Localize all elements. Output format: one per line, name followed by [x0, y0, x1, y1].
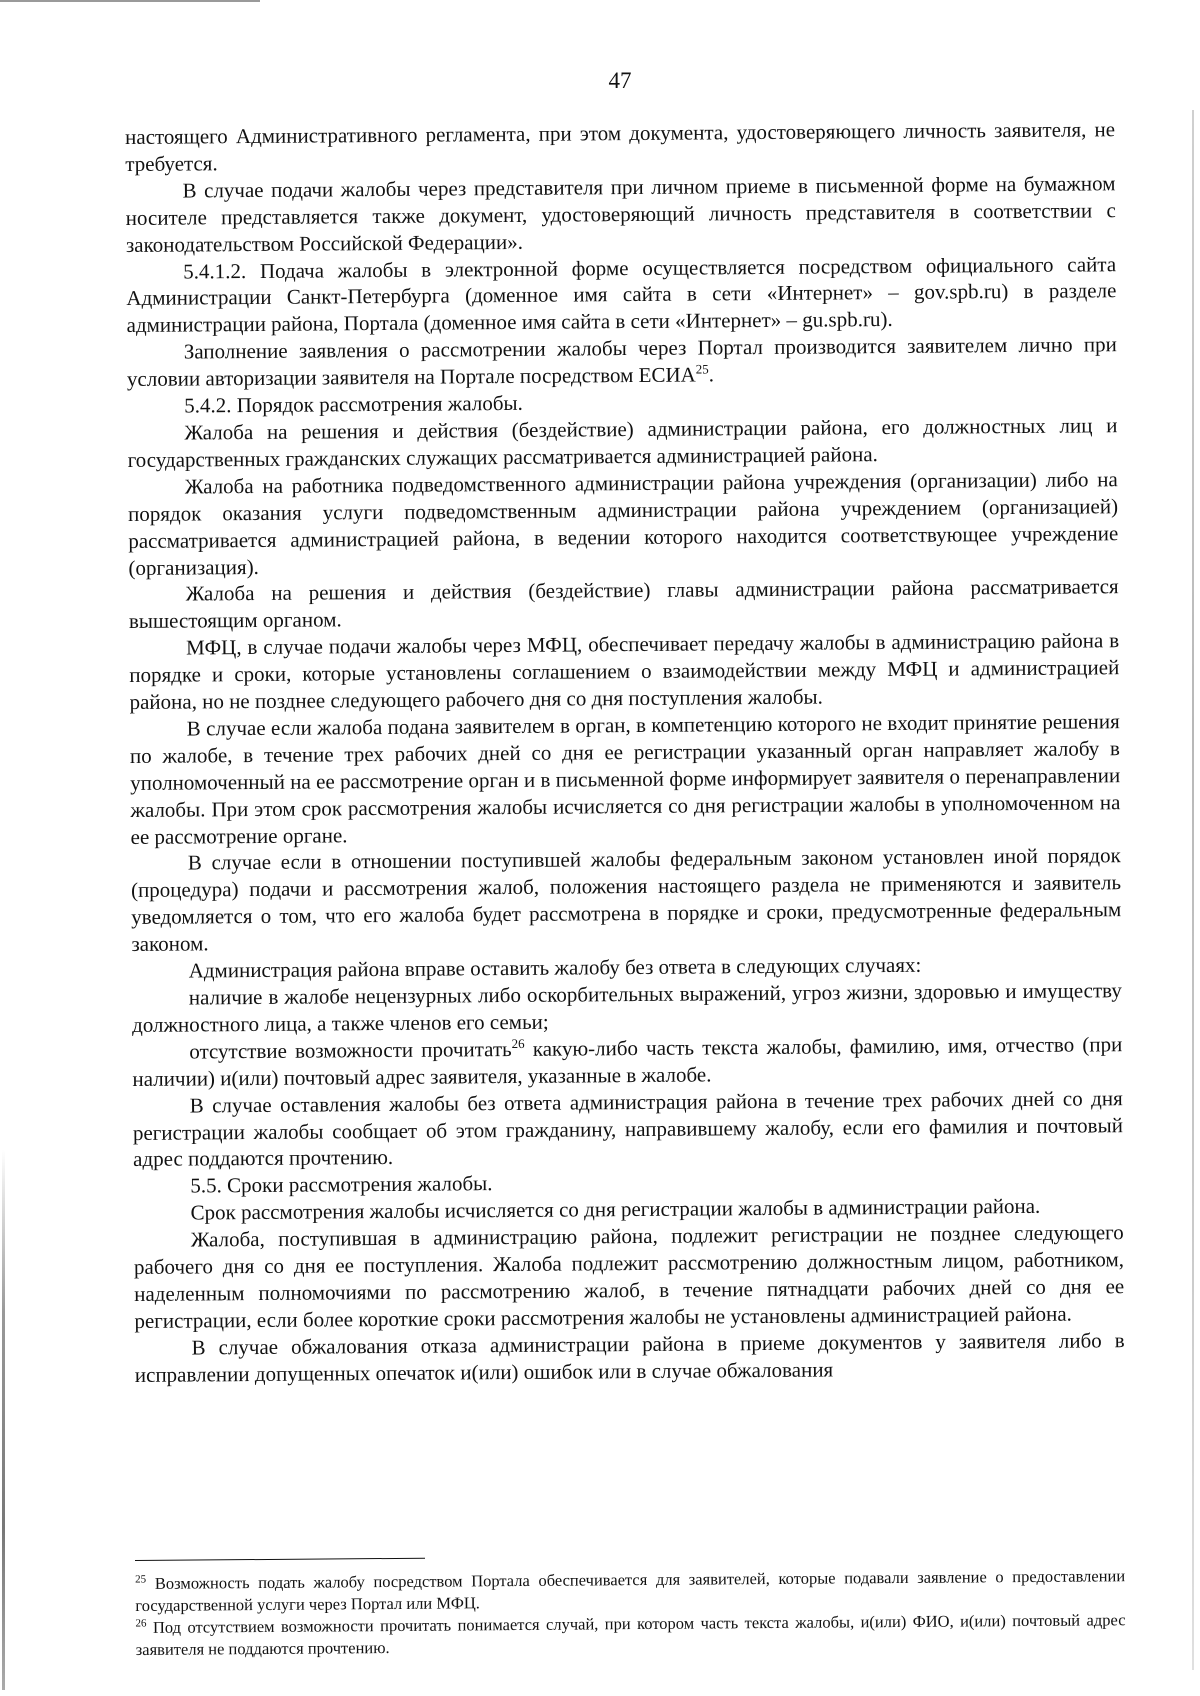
footnote-26-text: Под отсутствием возможности прочитать понимается случай, при котором часть текста жалобы, и(или) ФИО, и(или) почтовый адрес заявителя не поддаются прочтению. — [135, 1610, 1126, 1659]
paragraph-14-tail: какую-либо часть текста жалобы, фамилию, имя, отчество (при наличии) и(или) почтовый адрес заявителя, указанные в жалобе. — [132, 1032, 1123, 1091]
scan-edge-top — [0, 0, 260, 2]
footnote-26 — [135, 1609, 1125, 1661]
paragraph-18: Жалоба, поступившая в администрацию района, подлежит регистрации не позднее следующего рабочего дня со дня ее поступления. Жалоба подлежит рассмотрению должностным лицом, работником, наделенным полномочиями по рассмотрению жалоб, в течение пятнадцати рабочих дней со дня ее регистрации, если более короткие сроки рассмотрения жалобы не установлены администрацией района. — [133, 1220, 1125, 1333]
section-heading-5-5: 5.5. Сроки рассмотрения жалобы. — [190, 1171, 493, 1198]
section-heading-5-4-2: 5.4.2. Порядок рассмотрения жалобы. — [184, 390, 523, 418]
paragraph-4-text: Заполнение заявления о рассмотрении жалобы через Портал производится заявителем лично при условии авторизации заявителя на Портале посредством ЕСИА — [126, 332, 1117, 392]
paragraph-7: Жалоба на работника подведомственного администрации района учреждения (организации) либо на порядок оказания услуги подведомственным администрации района учреждением (организацией) рассматривается администрацией района, в ведении которого находится соответствующее учреждение (организация). — [127, 466, 1119, 580]
footnote-ref-26: 26 — [511, 1035, 525, 1051]
footnotes — [135, 1552, 1126, 1661]
paragraph-17: Срок рассмотрения жалобы исчисляется со дня регистрации жалобы в администрации района. — [190, 1194, 1041, 1225]
paragraph-4 — [127, 331, 1117, 393]
footnote-number-25: 25 — [135, 1573, 147, 1586]
paragraph-2: В случае подачи жалобы через представителя при личном приеме в письменной форме на бумажном носителе представляется также документ, удостоверяющий личность представителя в соответствии с законодательством Российской Федерации». — [125, 171, 1116, 257]
paragraph-11: В случае если в отношении поступившей жалобы федеральным законом установлен иной порядок (процедура) подачи и рассмотрения жалоб, положения настоящего раздела не применяются и заявитель уведомляется о том, что его жалоба будет рассмотрена в порядке и сроки, предусмотренные федеральным законом. — [130, 843, 1122, 957]
paragraph-14-text: отсутствие возможности прочитать — [189, 1036, 512, 1064]
paragraph-13: наличие в жалобе нецензурных либо оскорбительных выражений, угроз жизни, здоровью и имуществу должностного лица, а также членов его семьи; — [131, 978, 1122, 1037]
paragraph-15: В случае оставления жалобы без ответа администрация района в течение трех рабочих дней со дня регистрации жалобы сообщает об этом гражданину, направившему жалобу, если его фамилия и почтовый адрес поддаются прочтению. — [132, 1085, 1123, 1172]
footnote-ref-25: 25 — [695, 361, 709, 377]
paragraph-14 — [132, 1031, 1122, 1093]
paragraph-9: МФЦ, в случае подачи жалобы через МФЦ, обеспечивает передачу жалобы в администрацию района в порядке и сроки, которые установлены соглашением о взаимодействии между МФЦ и администрацией района, но не позднее следующего рабочего дня со дня поступления жалобы. — [129, 628, 1120, 715]
footnote-25 — [135, 1565, 1125, 1617]
paragraph-12: Администрация района вправе оставить жалобу без ответа в следующих случаях: — [188, 952, 922, 983]
page-number: 47 — [608, 68, 632, 93]
paragraph-8: Жалоба на решения и действия (бездействие) главы администрации района рассматривается вышестоящим органом. — [128, 574, 1119, 634]
scan-edge-right — [1192, 110, 1194, 1670]
document-body — [125, 116, 1125, 1388]
paragraph-10: В случае если жалоба подана заявителем в орган, в компетенцию которого не входит принятие решения по жалобе, в течение трех рабочих дней со дня ее регистрации указанный орган направляет жалобу в уполномоченный на ее рассмотрение орган и в письменной форме информирует заявителя о перенаправлении жалобы. При этом срок рассмотрения жалобы исчисляется со дня регистрации жалобы в уполномоченном на ее рассмотрение органе. — [129, 709, 1121, 849]
paragraph-19: В случае обжалования отказа администрации района в приеме документов у заявителя либо в исправлении допущенных опечаток и(или) ошибок или в случае обжалования — [134, 1327, 1125, 1387]
footnote-number-26: 26 — [135, 1617, 147, 1630]
scan-edge-left — [2, 1150, 5, 1690]
paragraph-6: Жалоба на решения и действия (бездействие) администрации района, его должностных лиц и государственных гражданских служащих рассматривается администрацией района. — [127, 413, 1118, 472]
paragraph-4-tail: . — [708, 362, 715, 387]
footnote-separator — [135, 1558, 425, 1561]
footnote-25-text: Возможность подать жалобу посредством Портала обеспечивается для заявителей, которые подавали заявление о предоставлении государственной услуги через Портал или МФЦ. — [135, 1566, 1126, 1615]
paragraph-1: настоящего Административного регламента, при этом документа, удостоверяющего личность заявителя, не требуется. — [125, 117, 1116, 176]
paragraph-3: 5.4.1.2. Подача жалобы в электронной форме осуществляется посредством официального сайта Администрации Санкт-Петербурга (доменное имя сайта в сети «Интернет» – gov.spb.ru) в разделе администрации района, Портала (доменное имя сайта в сети «Интернет» – gu.spb.ru). — [126, 251, 1117, 338]
